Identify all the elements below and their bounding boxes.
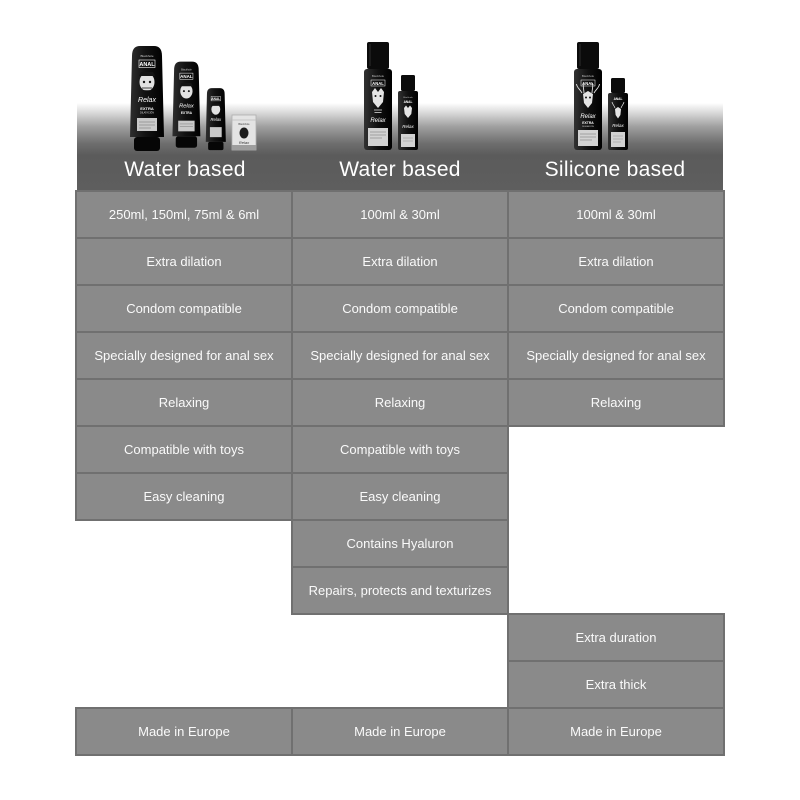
- table-cell-feature: Extra dilation: [509, 239, 723, 284]
- table-cell-origin: Made in Europe: [293, 709, 507, 754]
- table-cell-feature: Condom compatible: [293, 286, 507, 331]
- tube-claim1-text: EXTRA: [140, 106, 154, 111]
- table-cell-sizes: 100ml & 30ml: [293, 192, 507, 237]
- bottle-large-icon: [574, 42, 602, 150]
- bottle-title-text: ANAL: [613, 97, 623, 101]
- tube-medium-icon: [172, 62, 200, 148]
- table-cell-origin: Made in Europe: [509, 709, 723, 754]
- table-cell-feature: Relaxing: [509, 380, 723, 425]
- product-image-silicone-bottles: [570, 42, 632, 152]
- empty-cell: [509, 521, 723, 566]
- table-cell-feature: Specially designed for anal sex: [77, 333, 291, 378]
- table-cell-origin: Made in Europe: [77, 709, 291, 754]
- table-cell-feature: Specially designed for anal sex: [293, 333, 507, 378]
- sachet-icon: [232, 115, 256, 150]
- table-cell-feature: Relaxing: [77, 380, 291, 425]
- empty-cell: [509, 474, 723, 519]
- tube-large-icon: [130, 46, 164, 151]
- bottle-script-text: Relax: [580, 114, 596, 120]
- product-image-water-bottles: [360, 42, 422, 152]
- tube-title-text: ANAL: [211, 96, 221, 101]
- bottle-title-text: ANAL: [372, 80, 384, 86]
- table-cell-feature: Extra dilation: [77, 239, 291, 284]
- column-header-silicone-based: Silicone based: [544, 158, 686, 181]
- table-cell-sizes: 250ml, 150ml, 75ml & 6ml: [77, 192, 291, 237]
- bottle-claim1-text: EXTRA: [582, 121, 594, 125]
- empty-cell: [77, 662, 291, 707]
- bottle-large-icon: [364, 42, 392, 150]
- bottle-small-icon: [398, 75, 418, 150]
- tube-brand-text: Blackhole: [140, 54, 154, 58]
- bottle-script-text: Relax: [402, 124, 414, 129]
- bottle-brand-text: Blackhole: [371, 74, 385, 78]
- table-cell-feature: Extra dilation: [293, 239, 507, 284]
- table-cell-feature: Relaxing: [293, 380, 507, 425]
- sachet-brand-text: Blackhole: [238, 123, 250, 126]
- product-image-water-tubes: [127, 44, 257, 152]
- tube-script-text: Relax: [138, 97, 156, 104]
- empty-cell: [77, 521, 291, 566]
- tube-script-text: Relax: [179, 103, 194, 110]
- bottle-title-text: ANAL: [403, 100, 413, 104]
- table-cell-feature: Easy cleaning: [77, 474, 291, 519]
- table-cell-feature: Condom compatible: [509, 286, 723, 331]
- column-header-water-based-2: Water based: [339, 158, 461, 181]
- tube-script-text: Relax: [210, 117, 222, 123]
- bottle-brand-text: Blackhole: [403, 97, 413, 99]
- table-cell-feature: Compatible with toys: [77, 427, 291, 472]
- table-cell-feature: Repairs, protects and texturizes: [293, 568, 507, 613]
- empty-cell: [509, 568, 723, 613]
- table-cell-feature: Contains Hyaluron: [293, 521, 507, 566]
- table-cell-feature: Easy cleaning: [293, 474, 507, 519]
- bottle-small-icon: [608, 78, 628, 150]
- table-cell-feature: Specially designed for anal sex: [509, 333, 723, 378]
- bottle-brand-text: Blackhole: [581, 74, 595, 78]
- bottle-claim2-text: DILATACIÓN: [582, 126, 594, 128]
- empty-cell: [77, 568, 291, 613]
- bottle-script-text: Relax: [370, 118, 386, 124]
- sachet-script-text: Relax: [238, 140, 250, 145]
- tube-small-icon: [206, 88, 226, 150]
- empty-cell: [77, 615, 291, 660]
- table-cell-feature: Condom compatible: [77, 286, 291, 331]
- empty-cell: [509, 427, 723, 472]
- feature-table: [77, 192, 723, 754]
- tube-title-text: ANAL: [180, 74, 193, 80]
- empty-cell: [293, 662, 507, 707]
- tube-claim1-text: EXTRA: [180, 111, 192, 116]
- tube-title-text: ANAL: [139, 62, 155, 68]
- empty-cell: [293, 615, 507, 660]
- table-cell-feature: Compatible with toys: [293, 427, 507, 472]
- bottle-script-text: Relax: [612, 123, 624, 128]
- table-cell-feature: Extra duration: [509, 615, 723, 660]
- table-cell-sizes: 100ml & 30ml: [509, 192, 723, 237]
- tube-claim2-text: DILATACIÓN: [140, 111, 154, 115]
- table-cell-feature: Extra thick: [509, 662, 723, 707]
- bottle-title-text: ANAL: [582, 80, 594, 86]
- column-header-water-based-1: Water based: [124, 158, 246, 181]
- tube-brand-text: Blackhole: [181, 68, 192, 72]
